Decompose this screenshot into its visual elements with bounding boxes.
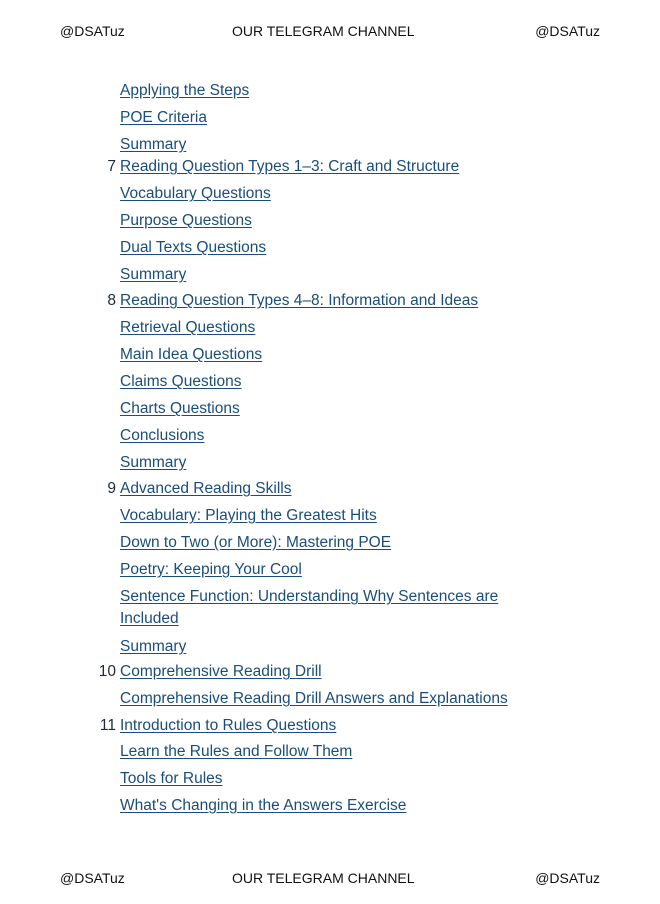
toc-link[interactable]: Vocabulary: Playing the Greatest Hits bbox=[120, 507, 377, 524]
toc-link[interactable]: Main Idea Questions bbox=[120, 346, 263, 363]
toc-link[interactable]: Charts Questions bbox=[120, 400, 240, 417]
toc-link[interactable]: Poetry: Keeping Your Cool bbox=[120, 561, 302, 578]
footer-handle-left: @DSATuz bbox=[60, 870, 125, 886]
chapter-number: 11 bbox=[99, 717, 116, 734]
toc-link[interactable]: POE Criteria bbox=[120, 109, 207, 126]
toc-link[interactable]: Applying the Steps bbox=[120, 82, 250, 99]
toc-link[interactable]: Comprehensive Reading Drill Answers and Explanations bbox=[120, 690, 508, 707]
toc-link[interactable]: Dual Texts Questions bbox=[120, 239, 267, 256]
toc-link[interactable]: Advanced Reading Skills bbox=[120, 480, 292, 497]
header-channel-title: OUR TELEGRAM CHANNEL bbox=[232, 23, 415, 39]
footer-channel-title: OUR TELEGRAM CHANNEL bbox=[232, 870, 415, 886]
toc-link[interactable]: Summary bbox=[120, 454, 187, 471]
toc-link[interactable]: Sentence Function: Understanding Why Sentences are Included bbox=[120, 588, 499, 627]
top-banner bbox=[0, 19, 660, 43]
toc-link[interactable]: What's Changing in the Answers Exercise bbox=[120, 797, 407, 814]
header-handle-right: @DSATuz bbox=[535, 23, 600, 39]
toc-link[interactable]: Reading Question Types 1–3: Craft and Structure bbox=[120, 158, 460, 175]
footer-handle-right: @DSATuz bbox=[535, 870, 600, 886]
chapter-number: 8 bbox=[107, 292, 116, 309]
toc-link[interactable]: Conclusions bbox=[120, 427, 205, 444]
toc-link[interactable]: Claims Questions bbox=[120, 373, 242, 390]
header-handle-left: @DSATuz bbox=[60, 23, 125, 39]
chapter-number: 10 bbox=[98, 663, 116, 680]
toc-link[interactable]: Purpose Questions bbox=[120, 212, 252, 229]
toc-link[interactable]: Summary bbox=[120, 638, 187, 655]
toc-link[interactable]: Comprehensive Reading Drill bbox=[120, 663, 322, 680]
chapter-number: 7 bbox=[107, 158, 116, 175]
bottom-banner bbox=[0, 866, 660, 890]
toc-link[interactable]: Reading Question Types 4–8: Information and Ideas bbox=[120, 292, 479, 309]
toc-link[interactable]: Tools for Rules bbox=[120, 770, 223, 787]
chapter-number: 9 bbox=[107, 480, 116, 497]
toc-link[interactable]: Introduction to Rules Questions bbox=[120, 717, 337, 734]
toc-link[interactable]: Vocabulary Questions bbox=[120, 185, 271, 202]
toc-link[interactable]: Down to Two (or More): Mastering POE bbox=[120, 534, 392, 551]
toc-link[interactable]: Learn the Rules and Follow Them bbox=[120, 743, 353, 760]
toc-link[interactable]: Retrieval Questions bbox=[120, 319, 256, 336]
toc-link[interactable]: Summary bbox=[120, 266, 187, 283]
toc-link[interactable]: Summary bbox=[120, 136, 187, 153]
